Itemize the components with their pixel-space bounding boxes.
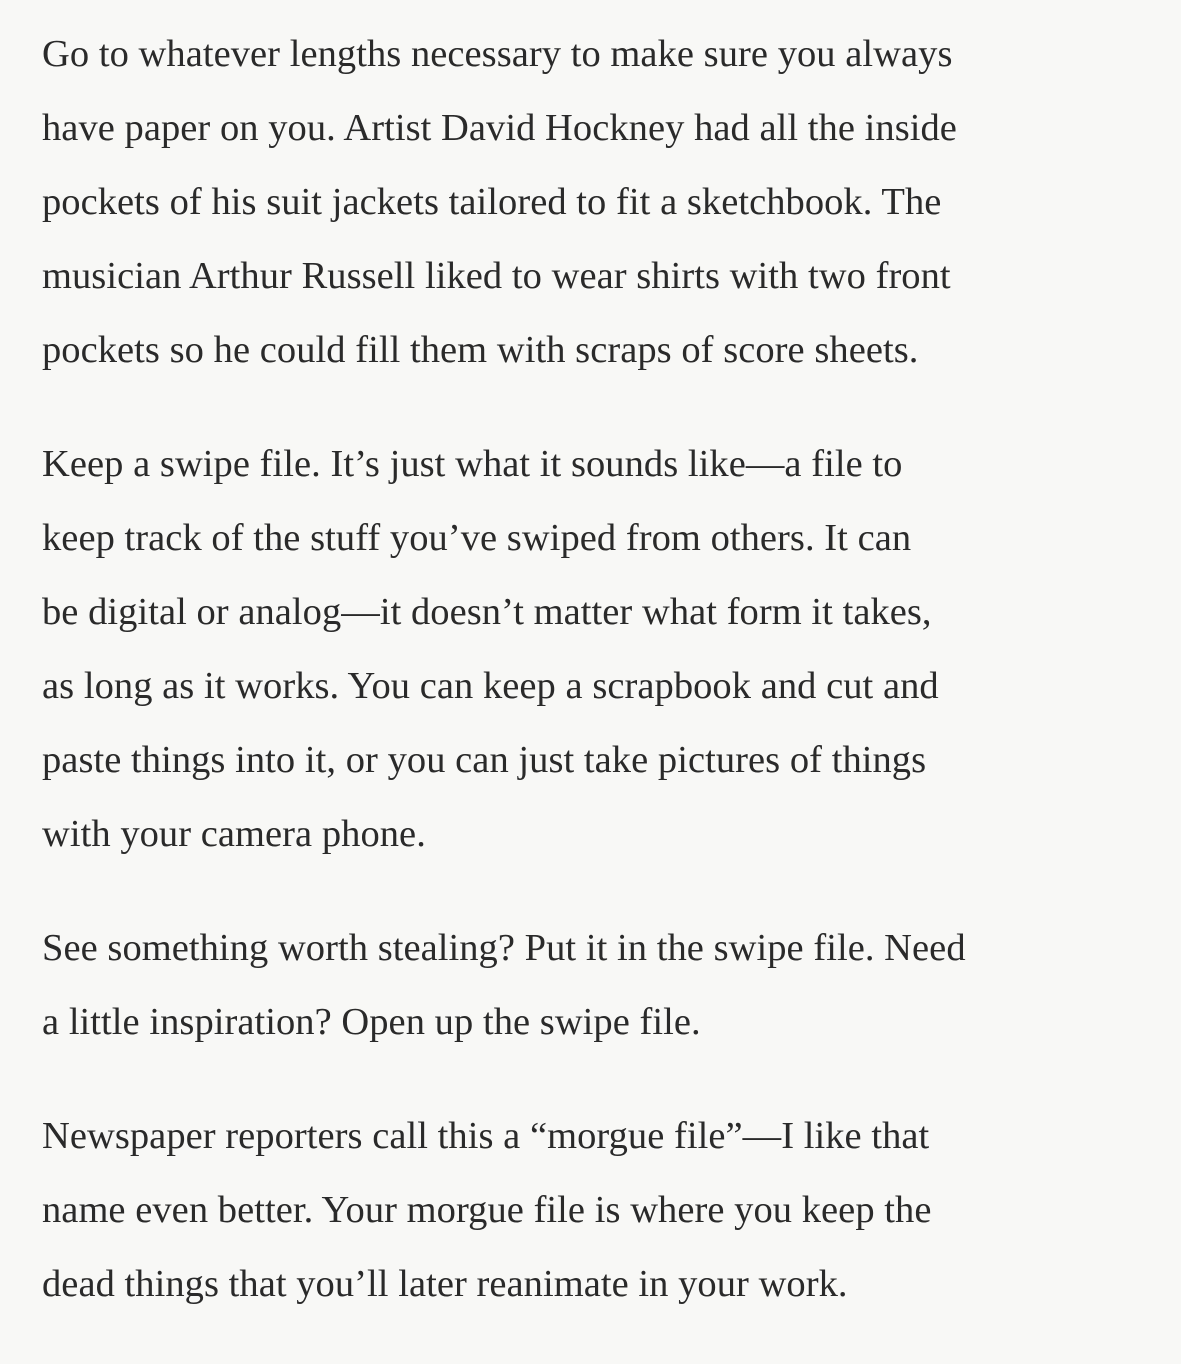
paragraph-worth-stealing [42,911,966,1059]
text-line: be digital or analog—it doesn’t matter what form it takes, [42,591,932,633]
text-line: dead things that you’ll later reanimate in your work. [42,1263,848,1305]
text-line: pockets of his suit jackets tailored to fit a sketchbook. The [42,181,942,223]
text-line: as long as it works. You can keep a scrapbook and cut and [42,665,939,707]
text-line: paste things into it, or you can just take pictures of things [42,739,927,781]
text-line: Newspaper reporters call this a “morgue file”—I like that [42,1115,930,1157]
paragraph-paper-on-you [42,17,957,387]
text-line: have paper on you. Artist David Hockney had all the inside [42,107,957,149]
text-line: Keep a swipe file. It’s just what it sounds like—a file to [42,443,903,485]
text-line: with your camera phone. [42,813,426,855]
paragraph-morgue-file [42,1099,931,1321]
text-line: a little inspiration? Open up the swipe file. [42,1001,701,1043]
text-line: name even better. Your morgue file is where you keep the [42,1189,932,1231]
paragraph-swipe-file [42,427,939,871]
text-line: Go to whatever lengths necessary to make sure you always [42,33,953,75]
text-line: keep track of the stuff you’ve swiped from others. It can [42,517,912,559]
text-line: pockets so he could fill them with scraps of score sheets. [42,329,919,371]
text-line: See something worth stealing? Put it in the swipe file. Need [42,927,966,969]
text-line: musician Arthur Russell liked to wear shirts with two front [42,255,951,297]
